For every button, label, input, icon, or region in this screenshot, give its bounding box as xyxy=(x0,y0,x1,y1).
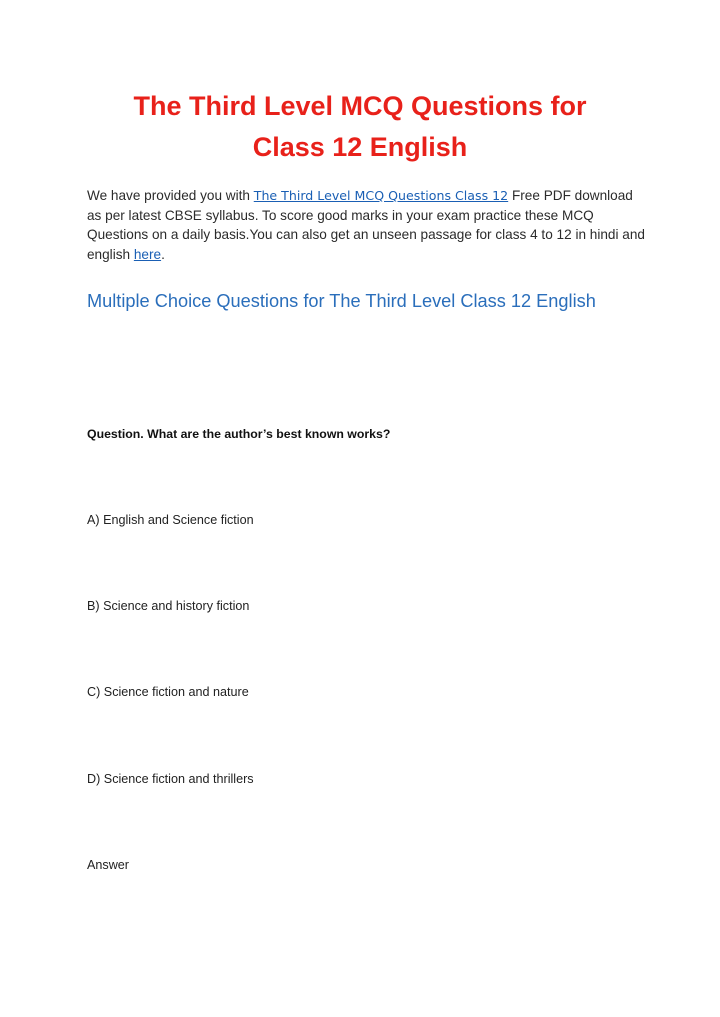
question-text: Question. What are the author’s best known works? xyxy=(87,427,391,441)
option-b: B) Science and history fiction xyxy=(87,599,250,613)
intro-text-end: . xyxy=(161,247,165,263)
option-c: C) Science fiction and nature xyxy=(87,685,249,699)
mcq-questions-link[interactable]: The Third Level MCQ Questions Class 12 xyxy=(253,188,509,203)
title-line-1: The Third Level MCQ Questions for xyxy=(133,91,587,121)
section-heading: Multiple Choice Questions for The Third Level Class 12 English xyxy=(87,291,596,311)
option-a: A) English and Science fiction xyxy=(87,513,254,527)
answer-label[interactable]: Answer xyxy=(87,858,129,872)
intro-paragraph xyxy=(87,186,647,265)
intro-text-start: We have provided you with xyxy=(87,188,254,203)
option-d: D) Science fiction and thrillers xyxy=(87,772,254,786)
intro-text-middle: Free PDF download as per latest CBSE syllabus. To score good marks in your exam practice these MCQ Questions on a daily basis.You can also get an unseen passage for class 4 to 12 in hindi and english xyxy=(87,188,645,263)
unseen-passage-link[interactable]: here xyxy=(133,247,162,263)
title-line-2: Class 12 English xyxy=(252,132,468,162)
page-title xyxy=(60,86,660,168)
